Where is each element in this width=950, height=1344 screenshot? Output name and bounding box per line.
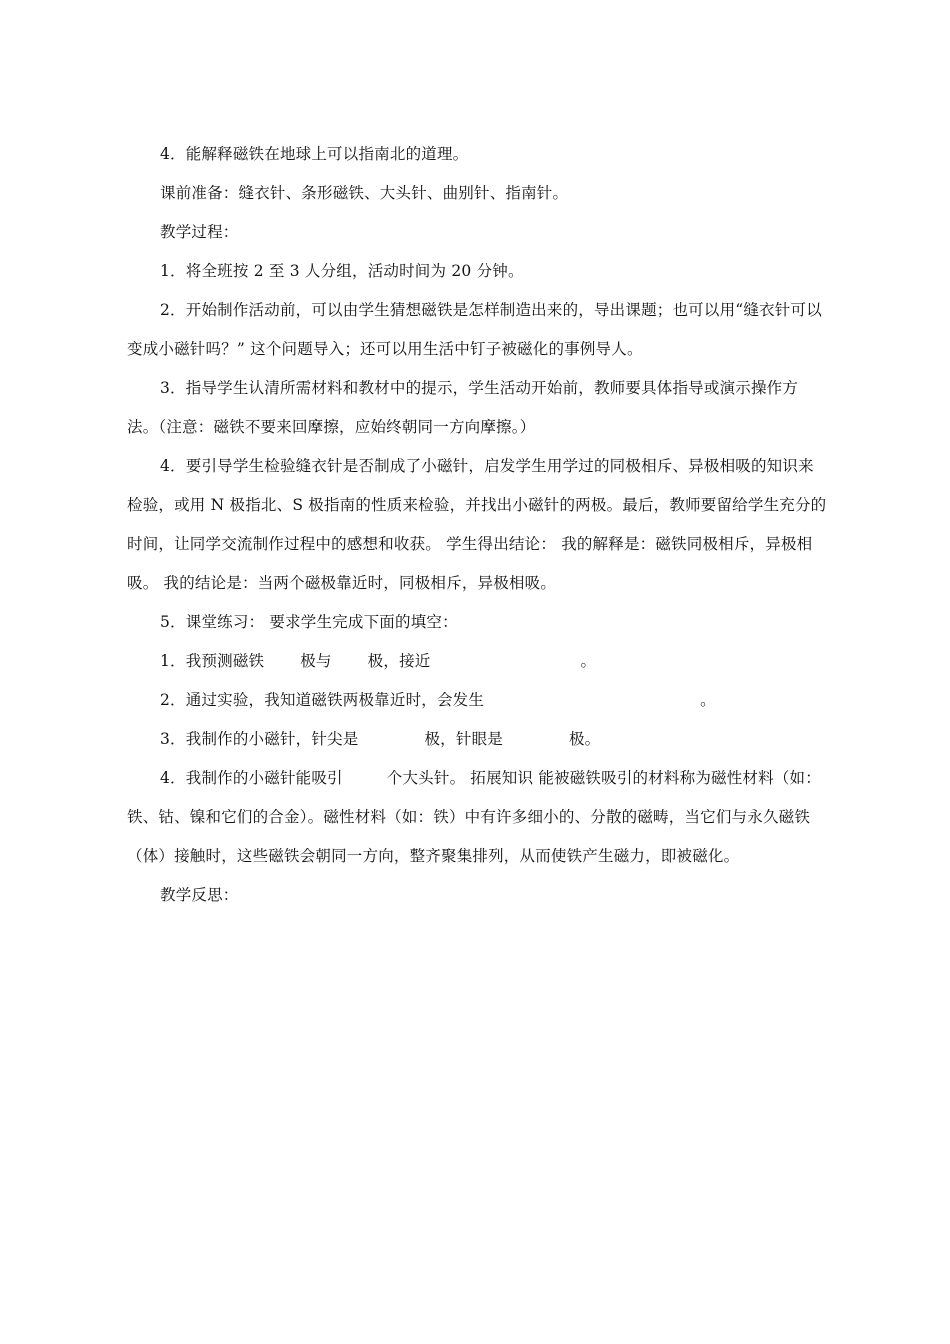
- fill-blank-4-text-a: 4．我制作的小磁针能吸引: [160, 769, 343, 787]
- fill-blank-1-text-c: 极，接近: [367, 652, 431, 670]
- document-body: [127, 135, 827, 915]
- fill-blank-3: [127, 720, 827, 759]
- fill-blank-4-text-b: 个大头针。 拓展知识 能被磁铁吸引的材料称为磁性材料（如：铁、钴、镍和它们的合金）。磁性材料（如：铁）中有许多细小的、分散的磁畴，当它们与永久磁铁（体）接触时，这些磁铁会朝同一方向，整齐聚集排列，从而使铁产生磁力，即被磁化。: [127, 769, 821, 865]
- fill-blank-2: [127, 681, 827, 720]
- fill-blank-1-text-d: 。: [580, 652, 597, 670]
- fill-blank-3-text-c: 极。: [568, 730, 601, 748]
- fill-blank-4-and-extension: [127, 759, 827, 876]
- fill-blank-3-text-b: 极，针眼是: [424, 730, 503, 748]
- fill-blank-2-text-a: 2．通过实验，我知道磁铁两极靠近时，会发生: [160, 691, 485, 709]
- reflection-heading: 教学反思：: [160, 886, 239, 904]
- fill-blank-1-text-b: 极与: [300, 652, 332, 670]
- process-step-4: 4．要引导学生检验缝衣针是否制成了小磁针，启发学生用学过的同极相斥、异极相吸的知识来检验，或用 N 极指北、S 极指南的性质来检验，并找出小磁针的两极。最后，教师要留给学生充分的时间，让同学交流制作过程中的感想和收获。 学生得出结论： 我的解释是：磁铁同极相斥，异极相吸。 我的结论是：当两个磁极靠近时，同极相斥，异极相吸。: [127, 457, 827, 592]
- fill-blank-3-text-a: 3．我制作的小磁针，针尖是: [160, 730, 359, 748]
- process-step-3: 3．指导学生认清所需材料和教材中的提示，学生活动开始前，教师要具体指导或演示操作方法。（注意：磁铁不要来回摩擦，应始终朝同一方向摩擦。）: [127, 379, 799, 436]
- practice-heading: 5．课堂练习： 要求学生完成下面的填空：: [160, 613, 458, 631]
- preparation-paragraph: 课前准备：缝衣针、条形磁铁、大头针、曲别针、指南针。: [160, 184, 569, 202]
- fill-blank-1: [127, 642, 827, 681]
- process-heading: 教学过程：: [160, 223, 239, 241]
- fill-blank-2-text-b: 。: [700, 691, 716, 709]
- objective-item-4: 4．能解释磁铁在地球上可以指南北的道理。: [160, 145, 469, 163]
- process-step-2: 2．开始制作活动前，可以由学生猜想磁铁是怎样制造出来的，导出课题；也可以用“缝衣针可以变成小磁针吗？” 这个问题导入；还可以用生活中钉子被磁化的事例导人。: [127, 301, 822, 358]
- fill-blank-1-text-a: 1．我预测磁铁: [160, 652, 265, 670]
- process-step-1: 1．将全班按 2 至 3 人分组，活动时间为 20 分钟。: [160, 262, 524, 280]
